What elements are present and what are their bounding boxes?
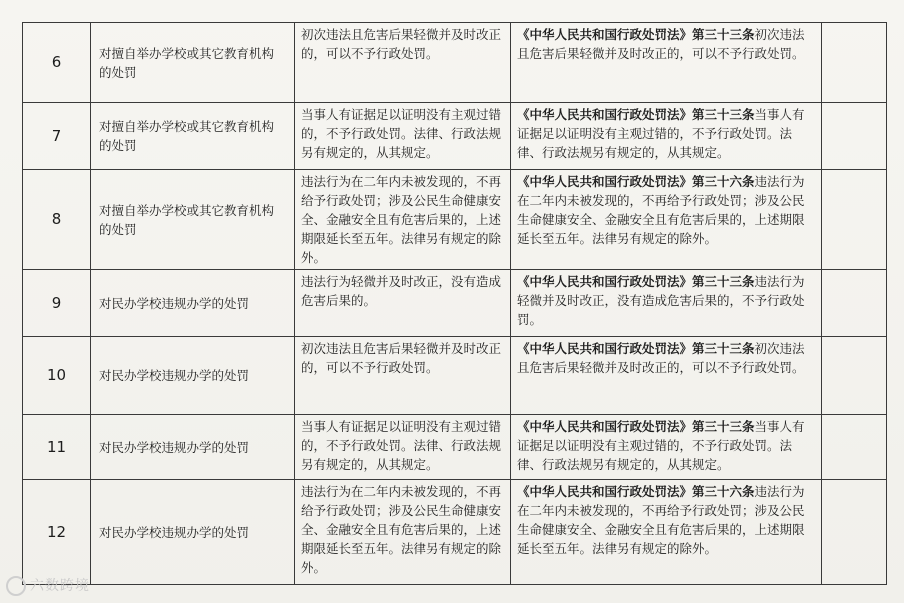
row-number: 6 bbox=[23, 23, 91, 103]
remarks-cell bbox=[822, 103, 887, 170]
exemption-condition: 当事人有证据足以证明没有主观过错的，不予行政处罚。法律、行政法规另有规定的，从其规定。 bbox=[295, 103, 511, 170]
penalty-item: 对民办学校违规办学的处罚 bbox=[91, 415, 295, 480]
table-row bbox=[23, 170, 887, 270]
exemption-condition: 违法行为在二年内未被发现的，不再给予行政处罚；涉及公民生命健康安全、金融安全且有危害后果的，上述期限延长至五年。法律另有规定的除外。 bbox=[295, 170, 511, 270]
exemption-condition: 初次违法且危害后果轻微并及时改正的，可以不予行政处罚。 bbox=[295, 23, 511, 103]
law-text: 初次违法且危害后果轻微并及时改正的，可以不予行政处罚。 bbox=[517, 341, 805, 375]
table-row bbox=[23, 103, 887, 170]
law-citation: 《中华人民共和国行政处罚法》第三十三条 bbox=[517, 341, 755, 356]
penalty-item: 对擅自举办学校或其它教育机构的处罚 bbox=[91, 23, 295, 103]
legal-basis bbox=[511, 170, 822, 270]
penalty-item: 对民办学校违规办学的处罚 bbox=[91, 337, 295, 415]
law-text: 违法行为在二年内未被发现的，不再给予行政处罚；涉及公民生命健康安全、金融安全且有危害后果的，上述期限延长至五年。法律另有规定的除外。 bbox=[517, 174, 805, 246]
law-citation: 《中华人民共和国行政处罚法》第三十六条 bbox=[517, 484, 755, 499]
law-text: 当事人有证据足以证明没有主观过错的，不予行政处罚。法律、行政法规另有规定的，从其规定。 bbox=[517, 107, 805, 160]
remarks-cell bbox=[822, 480, 887, 585]
legal-basis bbox=[511, 480, 822, 585]
remarks-cell bbox=[822, 337, 887, 415]
penalty-item: 对民办学校违规办学的处罚 bbox=[91, 270, 295, 337]
exemption-condition: 初次违法且危害后果轻微并及时改正的，可以不予行政处罚。 bbox=[295, 337, 511, 415]
exemption-condition: 当事人有证据足以证明没有主观过错的，不予行政处罚。法律、行政法规另有规定的，从其规定。 bbox=[295, 415, 511, 480]
row-number: 8 bbox=[23, 170, 91, 270]
table-row bbox=[23, 415, 887, 480]
penalty-item: 对擅自举办学校或其它教育机构的处罚 bbox=[91, 103, 295, 170]
watermark-text: 六数跨境 bbox=[30, 578, 90, 594]
legal-basis bbox=[511, 337, 822, 415]
watermark bbox=[6, 575, 90, 596]
row-number: 9 bbox=[23, 270, 91, 337]
row-number: 12 bbox=[23, 480, 91, 585]
row-number: 10 bbox=[23, 337, 91, 415]
law-text: 初次违法且危害后果轻微并及时改正的，可以不予行政处罚。 bbox=[517, 27, 805, 61]
exemption-condition: 违法行为在二年内未被发现的，不再给予行政处罚；涉及公民生命健康安全、金融安全且有危害后果的，上述期限延长至五年。法律另有规定的除外。 bbox=[295, 480, 511, 585]
table-row bbox=[23, 480, 887, 585]
remarks-cell bbox=[822, 270, 887, 337]
law-citation: 《中华人民共和国行政处罚法》第三十三条 bbox=[517, 419, 755, 434]
penalty-item: 对民办学校违规办学的处罚 bbox=[91, 480, 295, 585]
watermark-logo-icon bbox=[6, 576, 26, 596]
table-row bbox=[23, 23, 887, 103]
law-citation: 《中华人民共和国行政处罚法》第三十三条 bbox=[517, 274, 755, 289]
law-text: 违法行为在二年内未被发现的，不再给予行政处罚；涉及公民生命健康安全、金融安全且有危害后果的，上述期限延长至五年。法律另有规定的除外。 bbox=[517, 484, 805, 556]
legal-basis bbox=[511, 415, 822, 480]
table-row bbox=[23, 337, 887, 415]
remarks-cell bbox=[822, 170, 887, 270]
legal-basis bbox=[511, 23, 822, 103]
law-citation: 《中华人民共和国行政处罚法》第三十三条 bbox=[517, 27, 755, 42]
law-text: 当事人有证据足以证明没有主观过错的，不予行政处罚。法律、行政法规另有规定的，从其规定。 bbox=[517, 419, 805, 472]
remarks-cell bbox=[822, 415, 887, 480]
law-citation: 《中华人民共和国行政处罚法》第三十六条 bbox=[517, 174, 755, 189]
legal-basis bbox=[511, 270, 822, 337]
remarks-cell bbox=[822, 23, 887, 103]
penalty-exemption-table bbox=[22, 22, 887, 585]
table-row bbox=[23, 270, 887, 337]
penalty-item: 对擅自举办学校或其它教育机构的处罚 bbox=[91, 170, 295, 270]
row-number: 11 bbox=[23, 415, 91, 480]
law-text: 违法行为轻微并及时改正，没有造成危害后果的，不予行政处罚。 bbox=[517, 274, 805, 327]
row-number: 7 bbox=[23, 103, 91, 170]
legal-basis bbox=[511, 103, 822, 170]
law-citation: 《中华人民共和国行政处罚法》第三十三条 bbox=[517, 107, 755, 122]
exemption-condition: 违法行为轻微并及时改正，没有造成危害后果的。 bbox=[295, 270, 511, 337]
